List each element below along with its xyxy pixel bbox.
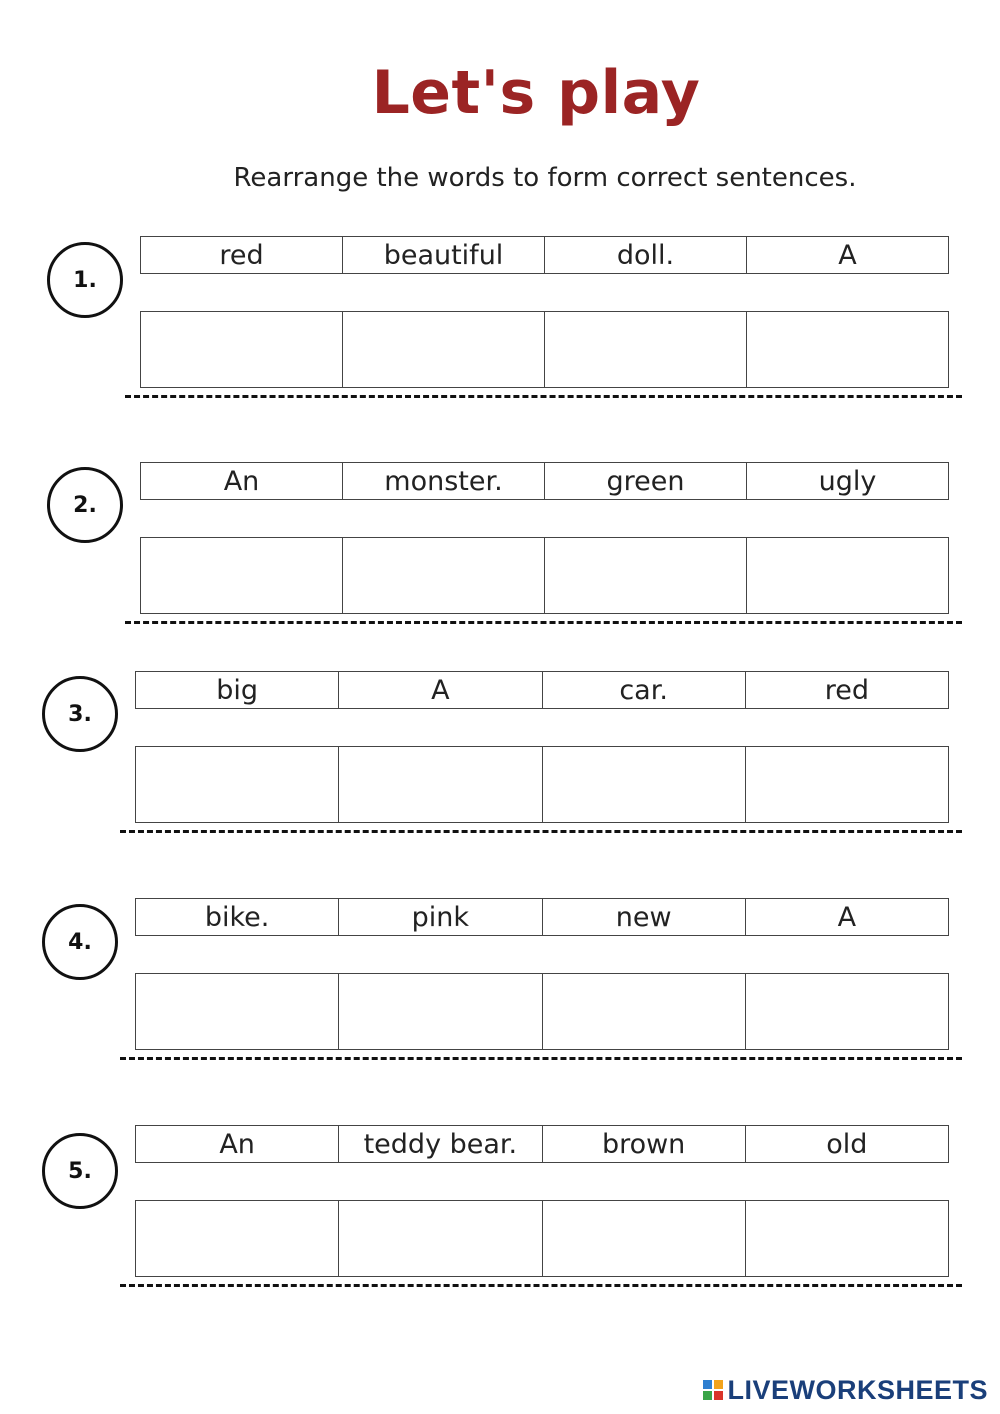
- exercise-4: [0, 898, 1000, 1073]
- answer-slot[interactable]: [343, 538, 545, 613]
- answer-slot[interactable]: [747, 538, 948, 613]
- word-card[interactable]: teddy bear.: [339, 1126, 542, 1162]
- answer-slot[interactable]: [543, 747, 746, 822]
- answer-slot[interactable]: [545, 312, 747, 387]
- answer-slot[interactable]: [141, 312, 343, 387]
- word-card[interactable]: new: [543, 899, 746, 935]
- answer-slot[interactable]: [543, 974, 746, 1049]
- word-card[interactable]: big: [136, 672, 339, 708]
- word-card[interactable]: A: [838, 239, 857, 271]
- word-bank-row: [135, 1125, 949, 1163]
- word-card[interactable]: An: [136, 1126, 339, 1162]
- exercise-number: 1.: [47, 242, 123, 318]
- word-card[interactable]: red: [141, 237, 343, 273]
- exercise-number: 4.: [42, 904, 118, 980]
- answer-slot[interactable]: [339, 974, 542, 1049]
- answer-slot[interactable]: [543, 1201, 746, 1276]
- word-card[interactable]: monster.: [343, 463, 545, 499]
- word-card[interactable]: bike.: [136, 899, 339, 935]
- instruction-text: Rearrange the words to form correct sentences.: [233, 163, 857, 193]
- word-bank-row: [135, 898, 949, 936]
- answer-row: [135, 746, 949, 823]
- answer-slot[interactable]: [747, 312, 948, 387]
- answer-slot[interactable]: [339, 1201, 542, 1276]
- answer-row: [140, 311, 949, 388]
- brand-name: LIVEWORKSHEETS: [727, 1374, 988, 1405]
- word-bank-row: [140, 462, 949, 500]
- word-bank-row: [140, 236, 949, 274]
- word-card[interactable]: brown: [543, 1126, 746, 1162]
- word-card[interactable]: old: [826, 1128, 868, 1160]
- answer-slot[interactable]: [141, 538, 343, 613]
- answer-row: [135, 1200, 949, 1277]
- answer-slot[interactable]: [339, 747, 542, 822]
- exercise-number: 5.: [42, 1133, 118, 1209]
- answer-slot[interactable]: [343, 312, 545, 387]
- exercise-1: [0, 236, 1000, 411]
- dashed-divider: [120, 1057, 962, 1060]
- answer-row: [135, 973, 949, 1050]
- word-bank-row: [135, 671, 949, 709]
- dashed-divider: [125, 621, 962, 624]
- answer-slot[interactable]: [545, 538, 747, 613]
- page-title: Let's play: [371, 58, 701, 128]
- word-card[interactable]: green: [545, 463, 747, 499]
- word-card[interactable]: red: [824, 674, 869, 706]
- answer-slot[interactable]: [136, 974, 339, 1049]
- answer-row: [140, 537, 949, 614]
- word-card[interactable]: car.: [543, 672, 746, 708]
- answer-slot[interactable]: [746, 1201, 948, 1276]
- answer-slot[interactable]: [746, 974, 948, 1049]
- dashed-divider: [125, 395, 962, 398]
- dashed-divider: [120, 830, 962, 833]
- answer-slot[interactable]: [746, 747, 948, 822]
- word-card[interactable]: doll.: [545, 237, 747, 273]
- exercise-3: [0, 671, 1000, 846]
- word-card[interactable]: ugly: [818, 465, 877, 497]
- word-card[interactable]: A: [837, 901, 857, 933]
- liveworksheets-logo-icon: [702, 1379, 724, 1401]
- exercise-number: 3.: [42, 676, 118, 752]
- word-card[interactable]: A: [339, 672, 542, 708]
- exercise-number: 2.: [47, 467, 123, 543]
- brand-footer[interactable]: [702, 1374, 988, 1406]
- exercise-2: [0, 462, 1000, 637]
- word-card[interactable]: beautiful: [343, 237, 545, 273]
- answer-slot[interactable]: [136, 1201, 339, 1276]
- word-card[interactable]: pink: [339, 899, 542, 935]
- answer-slot[interactable]: [136, 747, 339, 822]
- exercise-5: [0, 1125, 1000, 1300]
- word-card[interactable]: An: [141, 463, 343, 499]
- dashed-divider: [120, 1284, 962, 1287]
